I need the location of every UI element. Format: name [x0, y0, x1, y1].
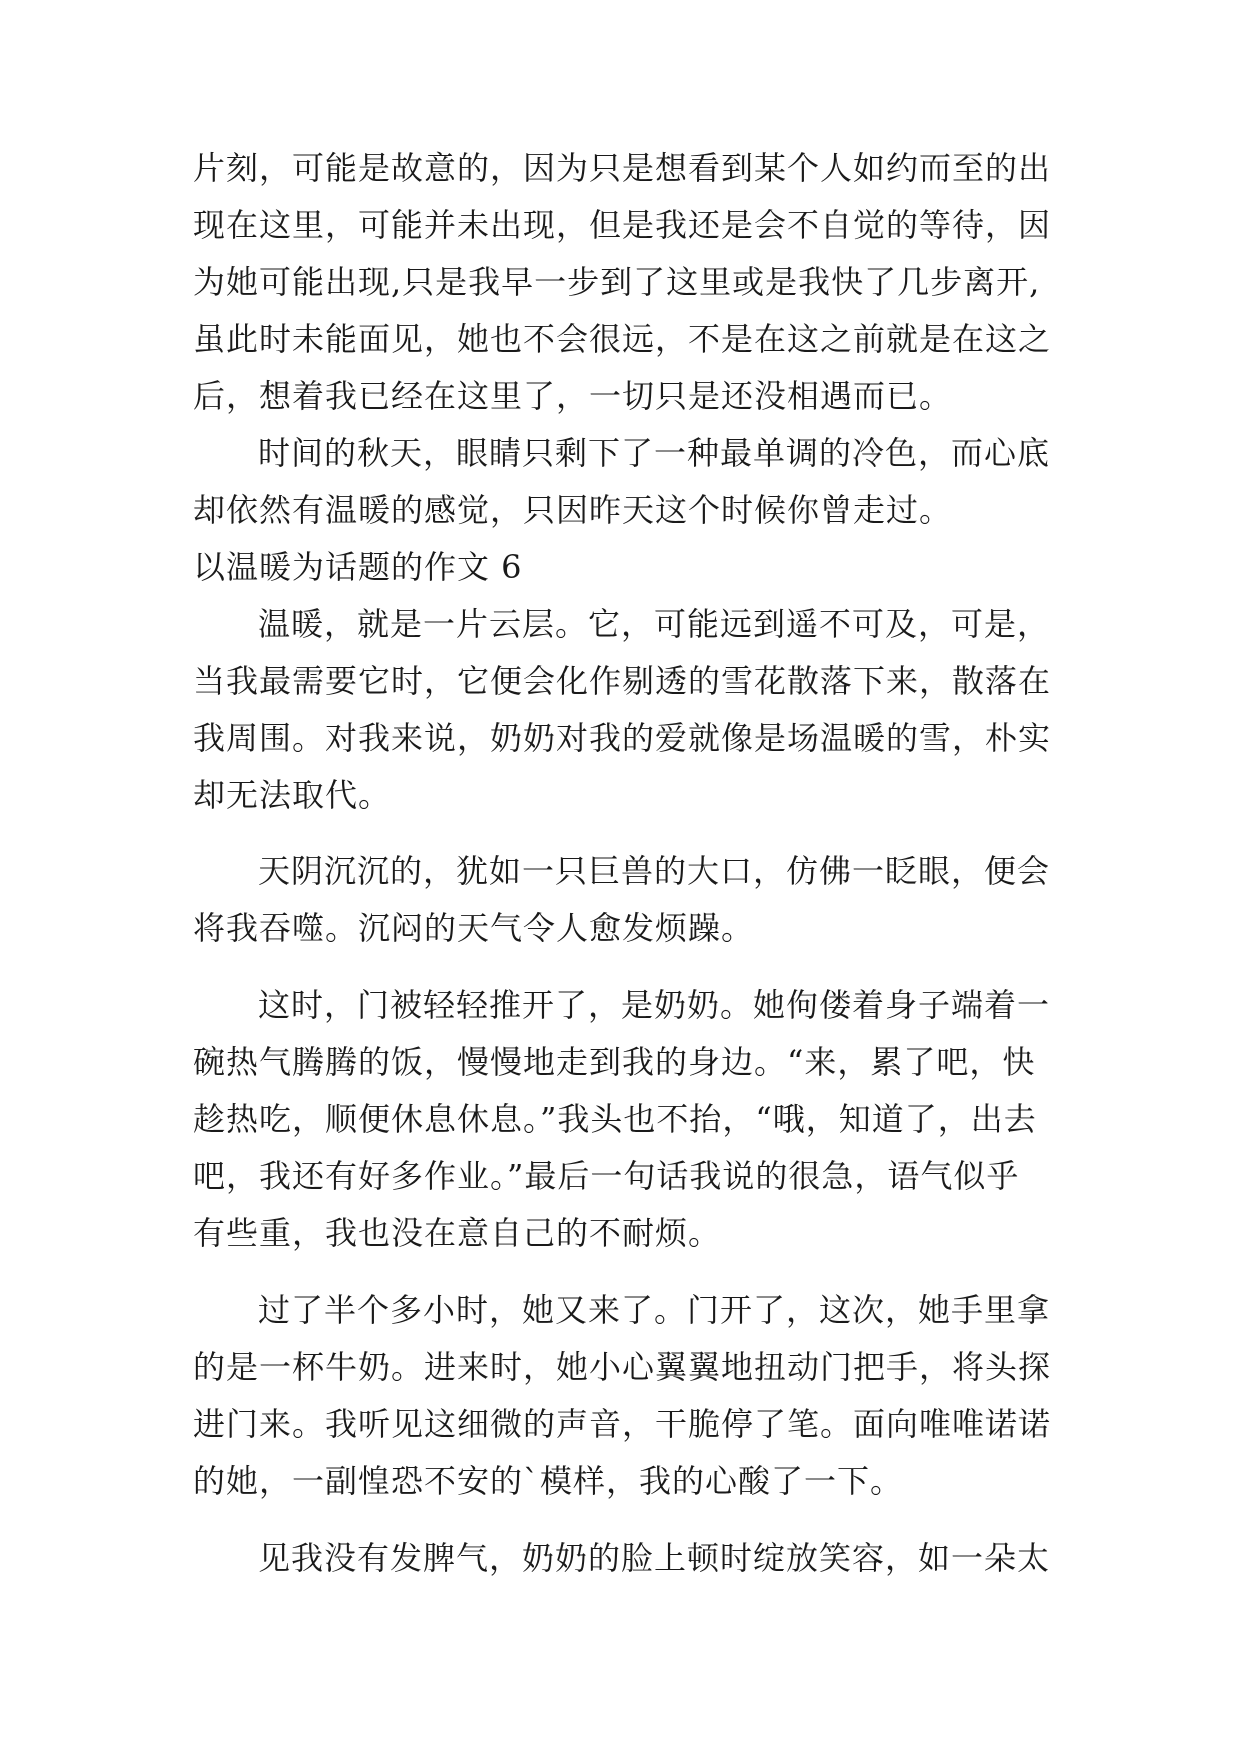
- text-line: 虽此时未能面见，她也不会很远，不是在这之前就是在这之: [193, 320, 1052, 358]
- paragraph-start: 温暖，就是一片云层。它，可能远到遥不可及，可是，: [258, 605, 1051, 643]
- paragraph-start: 天阴沉沉的，犹如一只巨兽的大口，仿佛一眨眼，便会: [258, 852, 1051, 890]
- paragraph-start: 见我没有发脾气，奶奶的脸上顿时绽放笑容，如一朵太: [258, 1539, 1051, 1577]
- text-line: 将我吞噬。沉闷的天气令人愈发烦躁。: [193, 909, 755, 947]
- text-line: 为她可能出现,只是我早一步到了这里或是我快了几步离开,: [193, 263, 1041, 301]
- paragraph-start: 过了半个多小时，她又来了。门开了，这次，她手里拿: [258, 1291, 1051, 1329]
- text-line: 现在这里，可能并未出现，但是我还是会不自觉的等待，因: [193, 206, 1052, 244]
- paragraph-start: 这时，门被轻轻推开了，是奶奶。她佝偻着身子端着一: [258, 986, 1051, 1024]
- text-line: 片刻，可能是故意的，因为只是想看到某个人如约而至的出: [193, 149, 1052, 187]
- text-line: 却依然有温暖的感觉，只因昨天这个时候你曾走过。: [193, 491, 953, 529]
- text-line: 的是一杯牛奶。进来时，她小心翼翼地扭动门把手，将头探: [193, 1348, 1052, 1386]
- text-line: 我周围。对我来说，奶奶对我的爱就像是场温暖的雪，朴实: [193, 719, 1052, 757]
- text-line: 有些重，我也没在意自己的不耐烦。: [193, 1214, 722, 1252]
- text-line: 却无法取代。: [193, 776, 392, 814]
- text-line: 进门来。我听见这细微的声音，干脆停了笔。面向唯唯诺诺: [193, 1405, 1052, 1443]
- text-line: 后，想着我已经在这里了，一切只是还没相遇而已。: [193, 377, 953, 415]
- text-line: 碗热气腾腾的饭，慢慢地走到我的身边。“来，累了吧，快: [193, 1043, 1036, 1081]
- paragraph-start: 时间的秋天，眼睛只剩下了一种最单调的冷色，而心底: [258, 434, 1051, 472]
- section-heading: 以温暖为话题的作文 6: [193, 548, 523, 586]
- text-line: 的她，一副惶恐不安的`模样，我的心酸了一下。: [193, 1462, 904, 1500]
- text-line: 趁热吃，顺便休息休息。”我头也不抬，“哦，知道了，出去: [193, 1100, 1037, 1138]
- text-line: 吧，我还有好多作业。”最后一句话我说的很急，语气似乎: [193, 1157, 1020, 1195]
- text-line: 当我最需要它时，它便会化作剔透的雪花散落下来，散落在: [193, 662, 1052, 700]
